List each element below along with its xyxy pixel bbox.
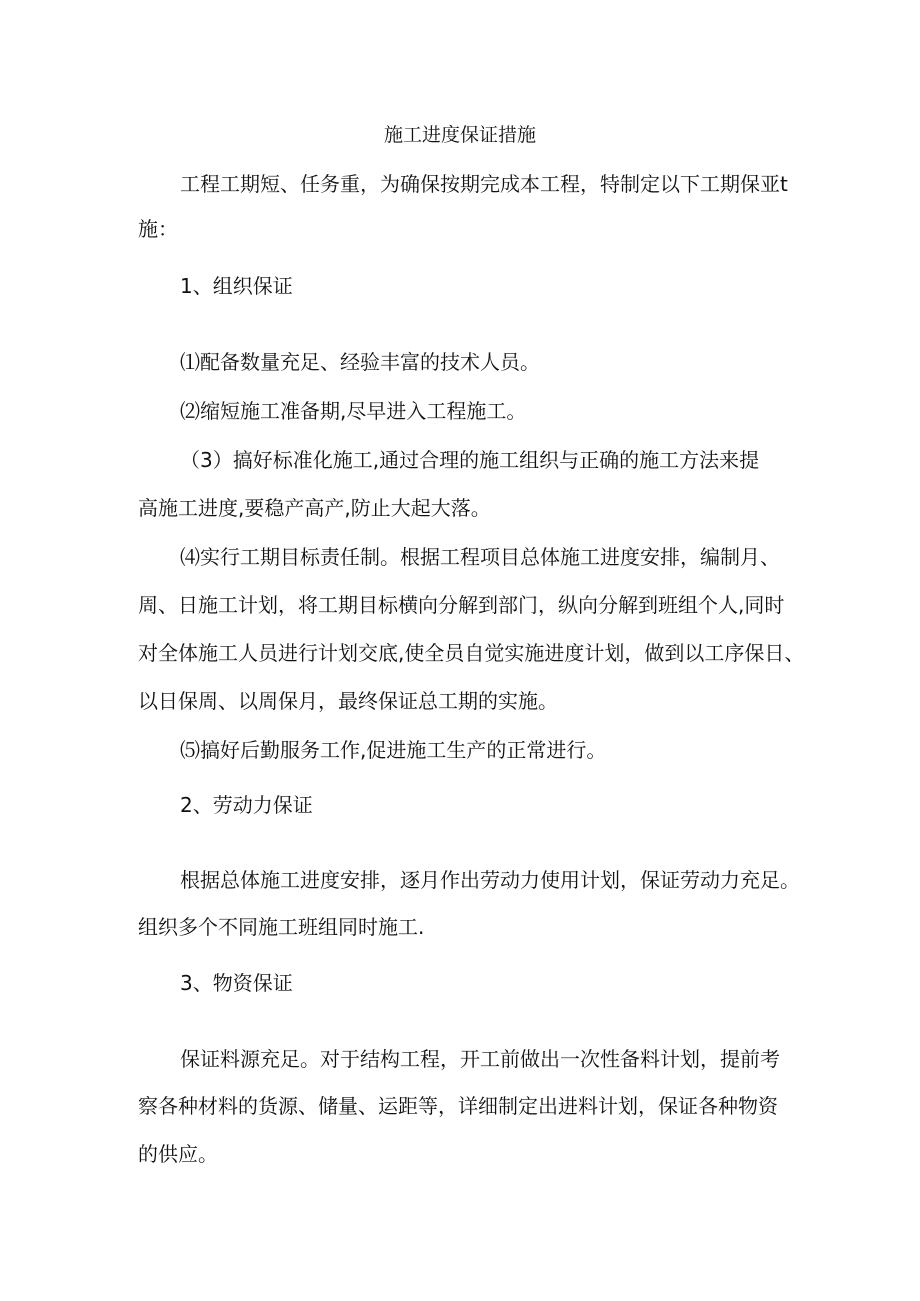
section-2-body-line-1: 根据总体施工进度安排，逐月作出劳动力使用计划，保证劳动力充足。 — [180, 868, 800, 892]
item-1-line-1: ⑴配备数量充足、经验丰富的技术人员。 — [180, 350, 540, 374]
section-2-heading: 2、劳动力保证 — [180, 793, 313, 817]
item-4-line-4: 以日保周、以周保月，最终保证总工期的实施。 — [138, 689, 558, 713]
section-2-body-line-2: 组织多个不同施工班组同时施工. — [138, 915, 425, 939]
item-4-line-3: 对全体施工人员进行计划交底,使全员自觉实施进度计划，做到以工序保日、 — [138, 641, 805, 665]
section-3-body-line-3: 的供应。 — [138, 1142, 218, 1166]
item-5-line-1: ⑸搞好后勤服务工作,促进施工生产的正常进行。 — [180, 738, 607, 762]
intro-line-1: 工程工期短、任务重，为确保按期完成本工程，特制定以下工期保亚t — [180, 172, 788, 196]
item-2-line-1: ⑵缩短施工准备期,尽早进入工程施工。 — [180, 399, 527, 423]
intro-line-2: 施： — [138, 217, 178, 241]
section-3-heading: 3、物资保证 — [180, 971, 293, 995]
item-4-line-2: 周、日施工计划，将工期目标横向分解到部门，纵向分解到班组个人,同时 — [138, 593, 785, 617]
item-4-line-1: ⑷实行工期目标责任制。根据工程项目总体施工进度安排，编制月、 — [180, 545, 780, 569]
item-3-line-1: （3）搞好标准化施工,通过合理的施工组织与正确的施工方法来提 — [180, 448, 760, 472]
section-1-heading: 1、组织保证 — [180, 274, 293, 298]
section-3-body-line-1: 保证料源充足。对于结构工程，开工前做出一次性备料计划，提前考 — [180, 1047, 780, 1071]
section-3-body-line-2: 察各种材料的货源、储量、运距等，详细制定出进料计划，保证各种物资 — [138, 1094, 778, 1118]
document-title: 施工进度保证措施 — [383, 124, 536, 146]
item-3-line-2: 高施工进度,要稳产高产,防止大起大落。 — [138, 496, 491, 520]
